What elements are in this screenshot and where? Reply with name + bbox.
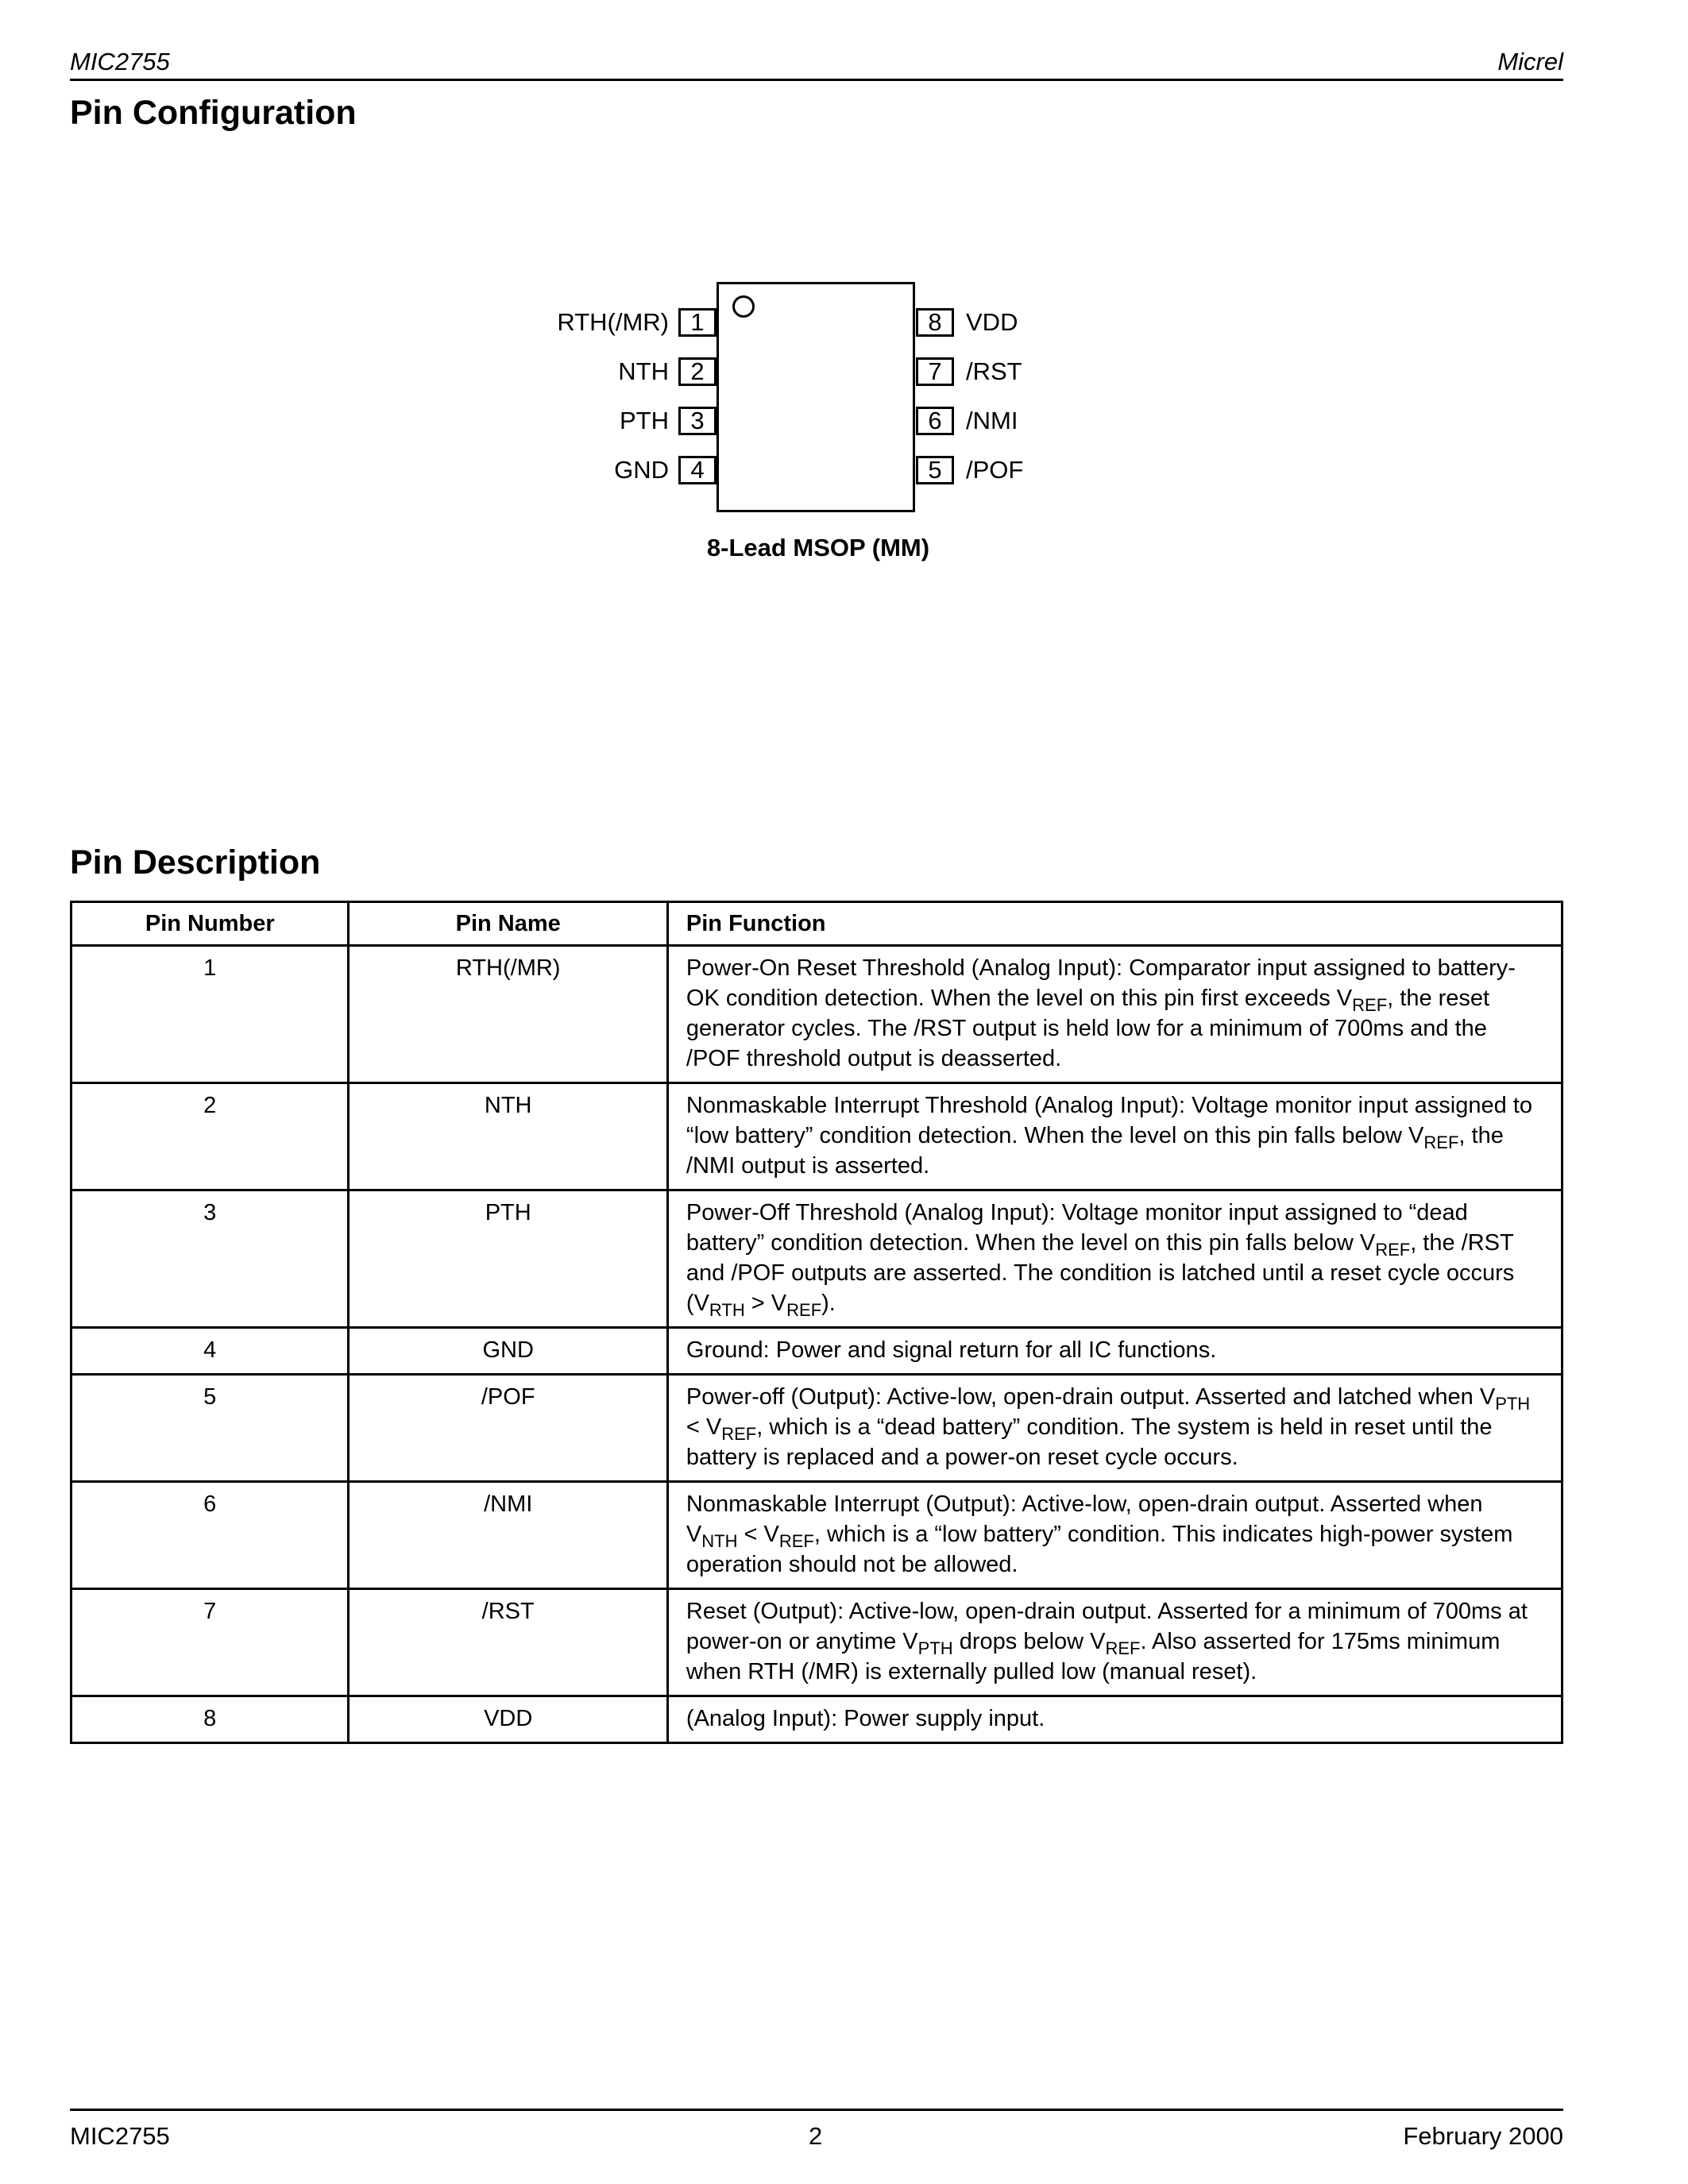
subscript-text: REF bbox=[721, 1424, 757, 1444]
pin-label: RTH(/MR) bbox=[557, 308, 669, 336]
subscript-text: REF bbox=[1375, 1240, 1411, 1260]
pin-label: GND bbox=[614, 456, 669, 484]
subscript-text: RTH bbox=[709, 1300, 745, 1320]
pin-number-box: 8 bbox=[916, 308, 954, 337]
pin-function-cell bbox=[667, 1190, 1562, 1328]
function-text: drops below V bbox=[952, 1629, 1106, 1654]
function-text: . Also asserted for 175ms minimum when RTH (/MR) is externally pulled low (manual reset). bbox=[686, 1629, 1501, 1684]
function-text: ). bbox=[821, 1291, 836, 1316]
subscript-text: NTH bbox=[701, 1531, 738, 1551]
subscript-text: REF bbox=[778, 1531, 814, 1551]
pin-function-cell bbox=[667, 1328, 1562, 1375]
table-row bbox=[71, 1589, 1562, 1696]
function-text: , which is a “low battery” condition. This indicates high-power system operation should not be allowed. bbox=[686, 1522, 1513, 1577]
table-row bbox=[71, 1696, 1562, 1743]
pin-number-cell: 1 bbox=[71, 946, 349, 1083]
subscript-text: REF bbox=[786, 1300, 822, 1320]
footer-date: February 2000 bbox=[1403, 2122, 1563, 2150]
pin1-marker-icon bbox=[732, 295, 755, 318]
pin-number-box: 5 bbox=[916, 456, 954, 484]
pin-label: NTH bbox=[618, 357, 669, 385]
column-header-pin-function: Pin Function bbox=[667, 902, 1562, 946]
footer-rule bbox=[70, 2109, 1563, 2111]
pin-name-cell: /RST bbox=[349, 1589, 667, 1696]
pin-function-cell bbox=[667, 1696, 1562, 1743]
pin-function-cell bbox=[667, 946, 1562, 1083]
function-text: (Analog Input): Power supply input. bbox=[686, 1706, 1045, 1731]
subscript-text: PTH bbox=[1495, 1394, 1531, 1414]
column-header-pin-number: Pin Number bbox=[71, 902, 349, 946]
table-row bbox=[71, 1328, 1562, 1375]
pin-label: VDD bbox=[966, 308, 1018, 336]
pin-number-box: 6 bbox=[916, 407, 954, 435]
footer-page-number: 2 bbox=[809, 2122, 823, 2150]
function-text: > V bbox=[744, 1291, 787, 1316]
function-text: Ground: Power and signal return for all IC functions. bbox=[686, 1337, 1217, 1363]
table-row bbox=[71, 1482, 1562, 1589]
pin-config-title: Pin Configuration bbox=[70, 94, 357, 132]
table-row bbox=[71, 1190, 1562, 1328]
pin-label: /RST bbox=[966, 357, 1022, 385]
table-row bbox=[71, 1083, 1562, 1190]
function-text: , the /NMI output is asserted. bbox=[686, 1123, 1504, 1179]
pin-description-table bbox=[70, 901, 1563, 1744]
pin-name-cell: RTH(/MR) bbox=[349, 946, 667, 1083]
function-text: Power-off (Output): Active-low, open-drain output. Asserted and latched when V bbox=[686, 1384, 1496, 1410]
function-text: Reset (Output): Active-low, open-drain output. Asserted for a minimum of 700ms at power-on or anytime V bbox=[686, 1599, 1528, 1654]
function-text: Nonmaskable Interrupt Threshold (Analog Input): Voltage monitor input assigned to “low battery” condition detection. When the level on this pin falls below V bbox=[686, 1093, 1532, 1148]
pin-number-cell: 8 bbox=[71, 1696, 349, 1743]
pin-function-cell bbox=[667, 1083, 1562, 1190]
pin-number-box: 2 bbox=[678, 357, 717, 386]
pin-name-cell: VDD bbox=[349, 1696, 667, 1743]
table-row bbox=[71, 946, 1562, 1083]
header-rule bbox=[70, 79, 1563, 81]
function-text: Power-Off Threshold (Analog Input): Voltage monitor input assigned to “dead battery” condition detection. When the level on this pin falls below V bbox=[686, 1200, 1468, 1256]
footer-doc-id: MIC2755 bbox=[70, 2122, 170, 2150]
pin-number-box: 3 bbox=[678, 407, 717, 435]
pin-number-cell: 5 bbox=[71, 1375, 349, 1482]
table-row bbox=[71, 1375, 1562, 1482]
pin-number-box: 7 bbox=[916, 357, 954, 386]
function-text: < V bbox=[737, 1522, 779, 1547]
subscript-text: PTH bbox=[917, 1638, 953, 1658]
function-text: Nonmaskable Interrupt (Output): Active-low, open-drain output. Asserted when V bbox=[686, 1491, 1483, 1547]
pin-name-cell: /POF bbox=[349, 1375, 667, 1482]
pin-number-box: 4 bbox=[678, 456, 717, 484]
pin-function-cell bbox=[667, 1589, 1562, 1696]
pin-label: PTH bbox=[620, 407, 669, 434]
pin-function-cell bbox=[667, 1375, 1562, 1482]
subscript-text: REF bbox=[1352, 995, 1388, 1015]
pin-name-cell: NTH bbox=[349, 1083, 667, 1190]
pin-function-cell bbox=[667, 1482, 1562, 1589]
pin-number-cell: 7 bbox=[71, 1589, 349, 1696]
chip-body bbox=[717, 282, 915, 512]
subscript-text: REF bbox=[1423, 1133, 1459, 1152]
header-company: Micrel bbox=[1497, 48, 1563, 75]
header-doc-id: MIC2755 bbox=[70, 48, 170, 75]
function-text: < V bbox=[686, 1414, 722, 1440]
pin-label: /NMI bbox=[966, 407, 1018, 434]
pin-name-cell: /NMI bbox=[349, 1482, 667, 1589]
pin-name-cell: PTH bbox=[349, 1190, 667, 1328]
package-caption: 8-Lead MSOP (MM) bbox=[706, 534, 930, 561]
pin-label: /POF bbox=[966, 456, 1024, 484]
subscript-text: REF bbox=[1105, 1638, 1141, 1658]
function-text: , which is a “dead battery” condition. The system is held in reset until the battery is replaced and a power-on reset cycle occurs. bbox=[686, 1414, 1493, 1470]
pin-number-cell: 6 bbox=[71, 1482, 349, 1589]
table-header-row bbox=[71, 902, 1562, 946]
pin-number-cell: 3 bbox=[71, 1190, 349, 1328]
function-text: Power-On Reset Threshold (Analog Input): Comparator input assigned to battery-OK condition detection. When the level on this pin first exceeds V bbox=[686, 955, 1516, 1011]
pin-number-box: 1 bbox=[678, 308, 717, 337]
function-text: , the reset generator cycles. The /RST output is held low for a minimum of 700ms and the /POF threshold output is deasserted. bbox=[686, 986, 1490, 1071]
pin-desc-title: Pin Description bbox=[70, 843, 321, 882]
pin-number-cell: 2 bbox=[71, 1083, 349, 1190]
function-text: , the /RST and /POF outputs are asserted. The condition is latched until a reset cycle occurs (V bbox=[686, 1230, 1515, 1316]
column-header-pin-name: Pin Name bbox=[349, 902, 667, 946]
pin-number-cell: 4 bbox=[71, 1328, 349, 1375]
pin-name-cell: GND bbox=[349, 1328, 667, 1375]
